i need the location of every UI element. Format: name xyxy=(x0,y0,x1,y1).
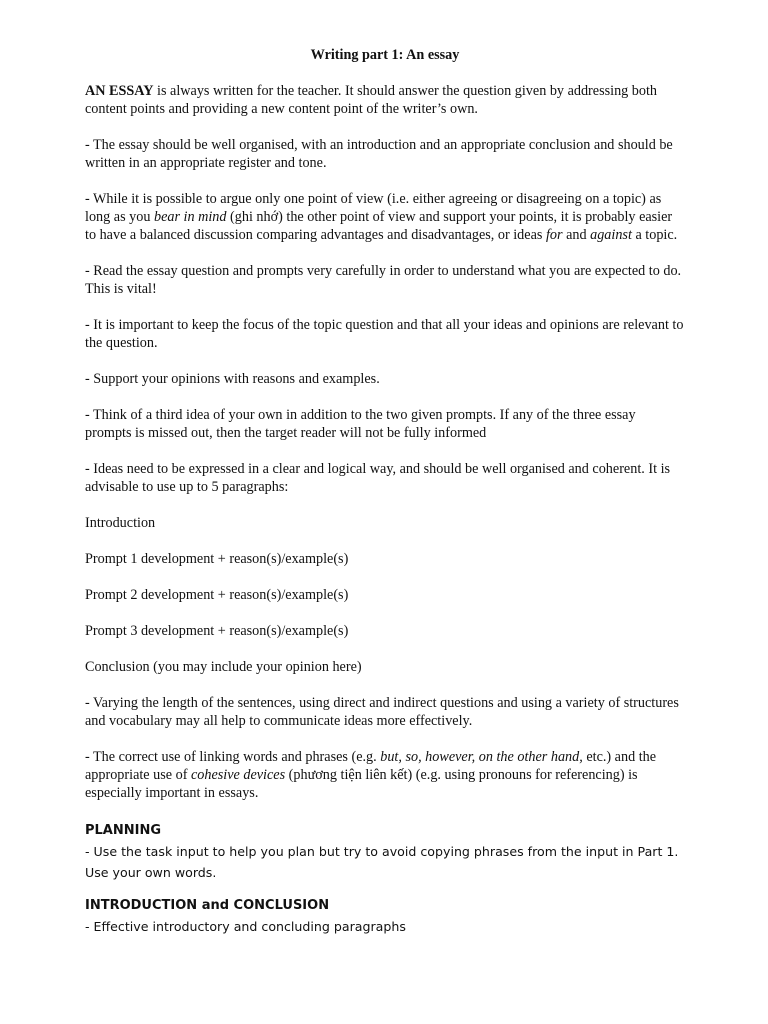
intro-conclusion-heading: INTRODUCTION and CONCLUSION xyxy=(85,898,330,913)
italic-run: but, so, however, on the other hand, xyxy=(380,749,583,765)
page-title: Writing part 1: An essay xyxy=(310,47,460,63)
point-third-idea: - Think of a third idea of your own in addition to the two given prompts. If any of the three essay prompts is missed out, then the target reader will not be fully informed xyxy=(85,407,636,441)
intro-lead: AN ESSAY xyxy=(85,83,154,99)
structure-item: Prompt 2 development + reason(s)/example(s) xyxy=(85,587,349,603)
point-linking xyxy=(85,748,685,802)
point-paragraphs: - Ideas need to be expressed in a clear and logical way, and should be well organised and coherent. It is advisable to use up to 5 paragraphs: xyxy=(85,461,671,495)
planning-body: - Use the task input to help you plan but try to avoid copying phrases from the input in Part 1. Use your own words. xyxy=(85,844,679,880)
text-run: (phương tiện liên kết) (e.g. using pronouns for referencing) is especially important in essays. xyxy=(85,767,638,801)
text-run: (ghi nhớ) the other point of view and support your points, it is probably easier to have a balanced discussion comparing advantages and disadvantages, or ideas xyxy=(85,209,673,243)
text-run: - While it is possible to argue only one point of view (i.e. either agreeing or disagreeing on a topic) as long as you xyxy=(85,191,662,225)
text-run: etc.) and the appropriate use of xyxy=(85,749,657,783)
structure-item: Conclusion (you may include your opinion here) xyxy=(85,659,362,675)
intro-rest: is always written for the teacher. It should answer the question given by addressing both content points and providing a new content point of the writer’s own. xyxy=(85,83,658,117)
italic-run: for xyxy=(545,227,563,243)
italic-run: bear in mind xyxy=(153,209,227,225)
planning-heading: PLANNING xyxy=(85,823,162,838)
document-page xyxy=(85,46,685,937)
text-run: a topic. xyxy=(631,227,678,243)
point-support: - Support your opinions with reasons and examples. xyxy=(85,371,380,387)
intro-conclusion-body: - Effective introductory and concluding paragraphs xyxy=(85,919,406,934)
point-focus: - It is important to keep the focus of the topic question and that all your ideas and opinions are relevant to the question. xyxy=(85,317,684,351)
italic-run: against xyxy=(590,227,632,243)
point-varying: - Varying the length of the sentences, using direct and indirect questions and using a variety of structures and vocabulary may all help to communicate ideas more effectively. xyxy=(85,695,679,729)
text-run: - The correct use of linking words and phrases (e.g. xyxy=(85,749,381,765)
structure-item: Prompt 3 development + reason(s)/example(s) xyxy=(85,623,349,639)
point-point-of-view xyxy=(85,190,685,244)
point-read-question: - Read the essay question and prompts very carefully in order to understand what you are expected to do. This is vital! xyxy=(85,263,682,297)
intro-paragraph xyxy=(85,82,685,118)
text-run: and xyxy=(562,227,591,243)
structure-item: Introduction xyxy=(85,515,156,531)
point-organised: - The essay should be well organised, with an introduction and an appropriate conclusion and should be written in an appropriate register and tone. xyxy=(85,137,673,171)
planning-section xyxy=(85,820,685,937)
structure-item: Prompt 1 development + reason(s)/example(s) xyxy=(85,551,349,567)
italic-run: cohesive devices xyxy=(190,767,286,783)
